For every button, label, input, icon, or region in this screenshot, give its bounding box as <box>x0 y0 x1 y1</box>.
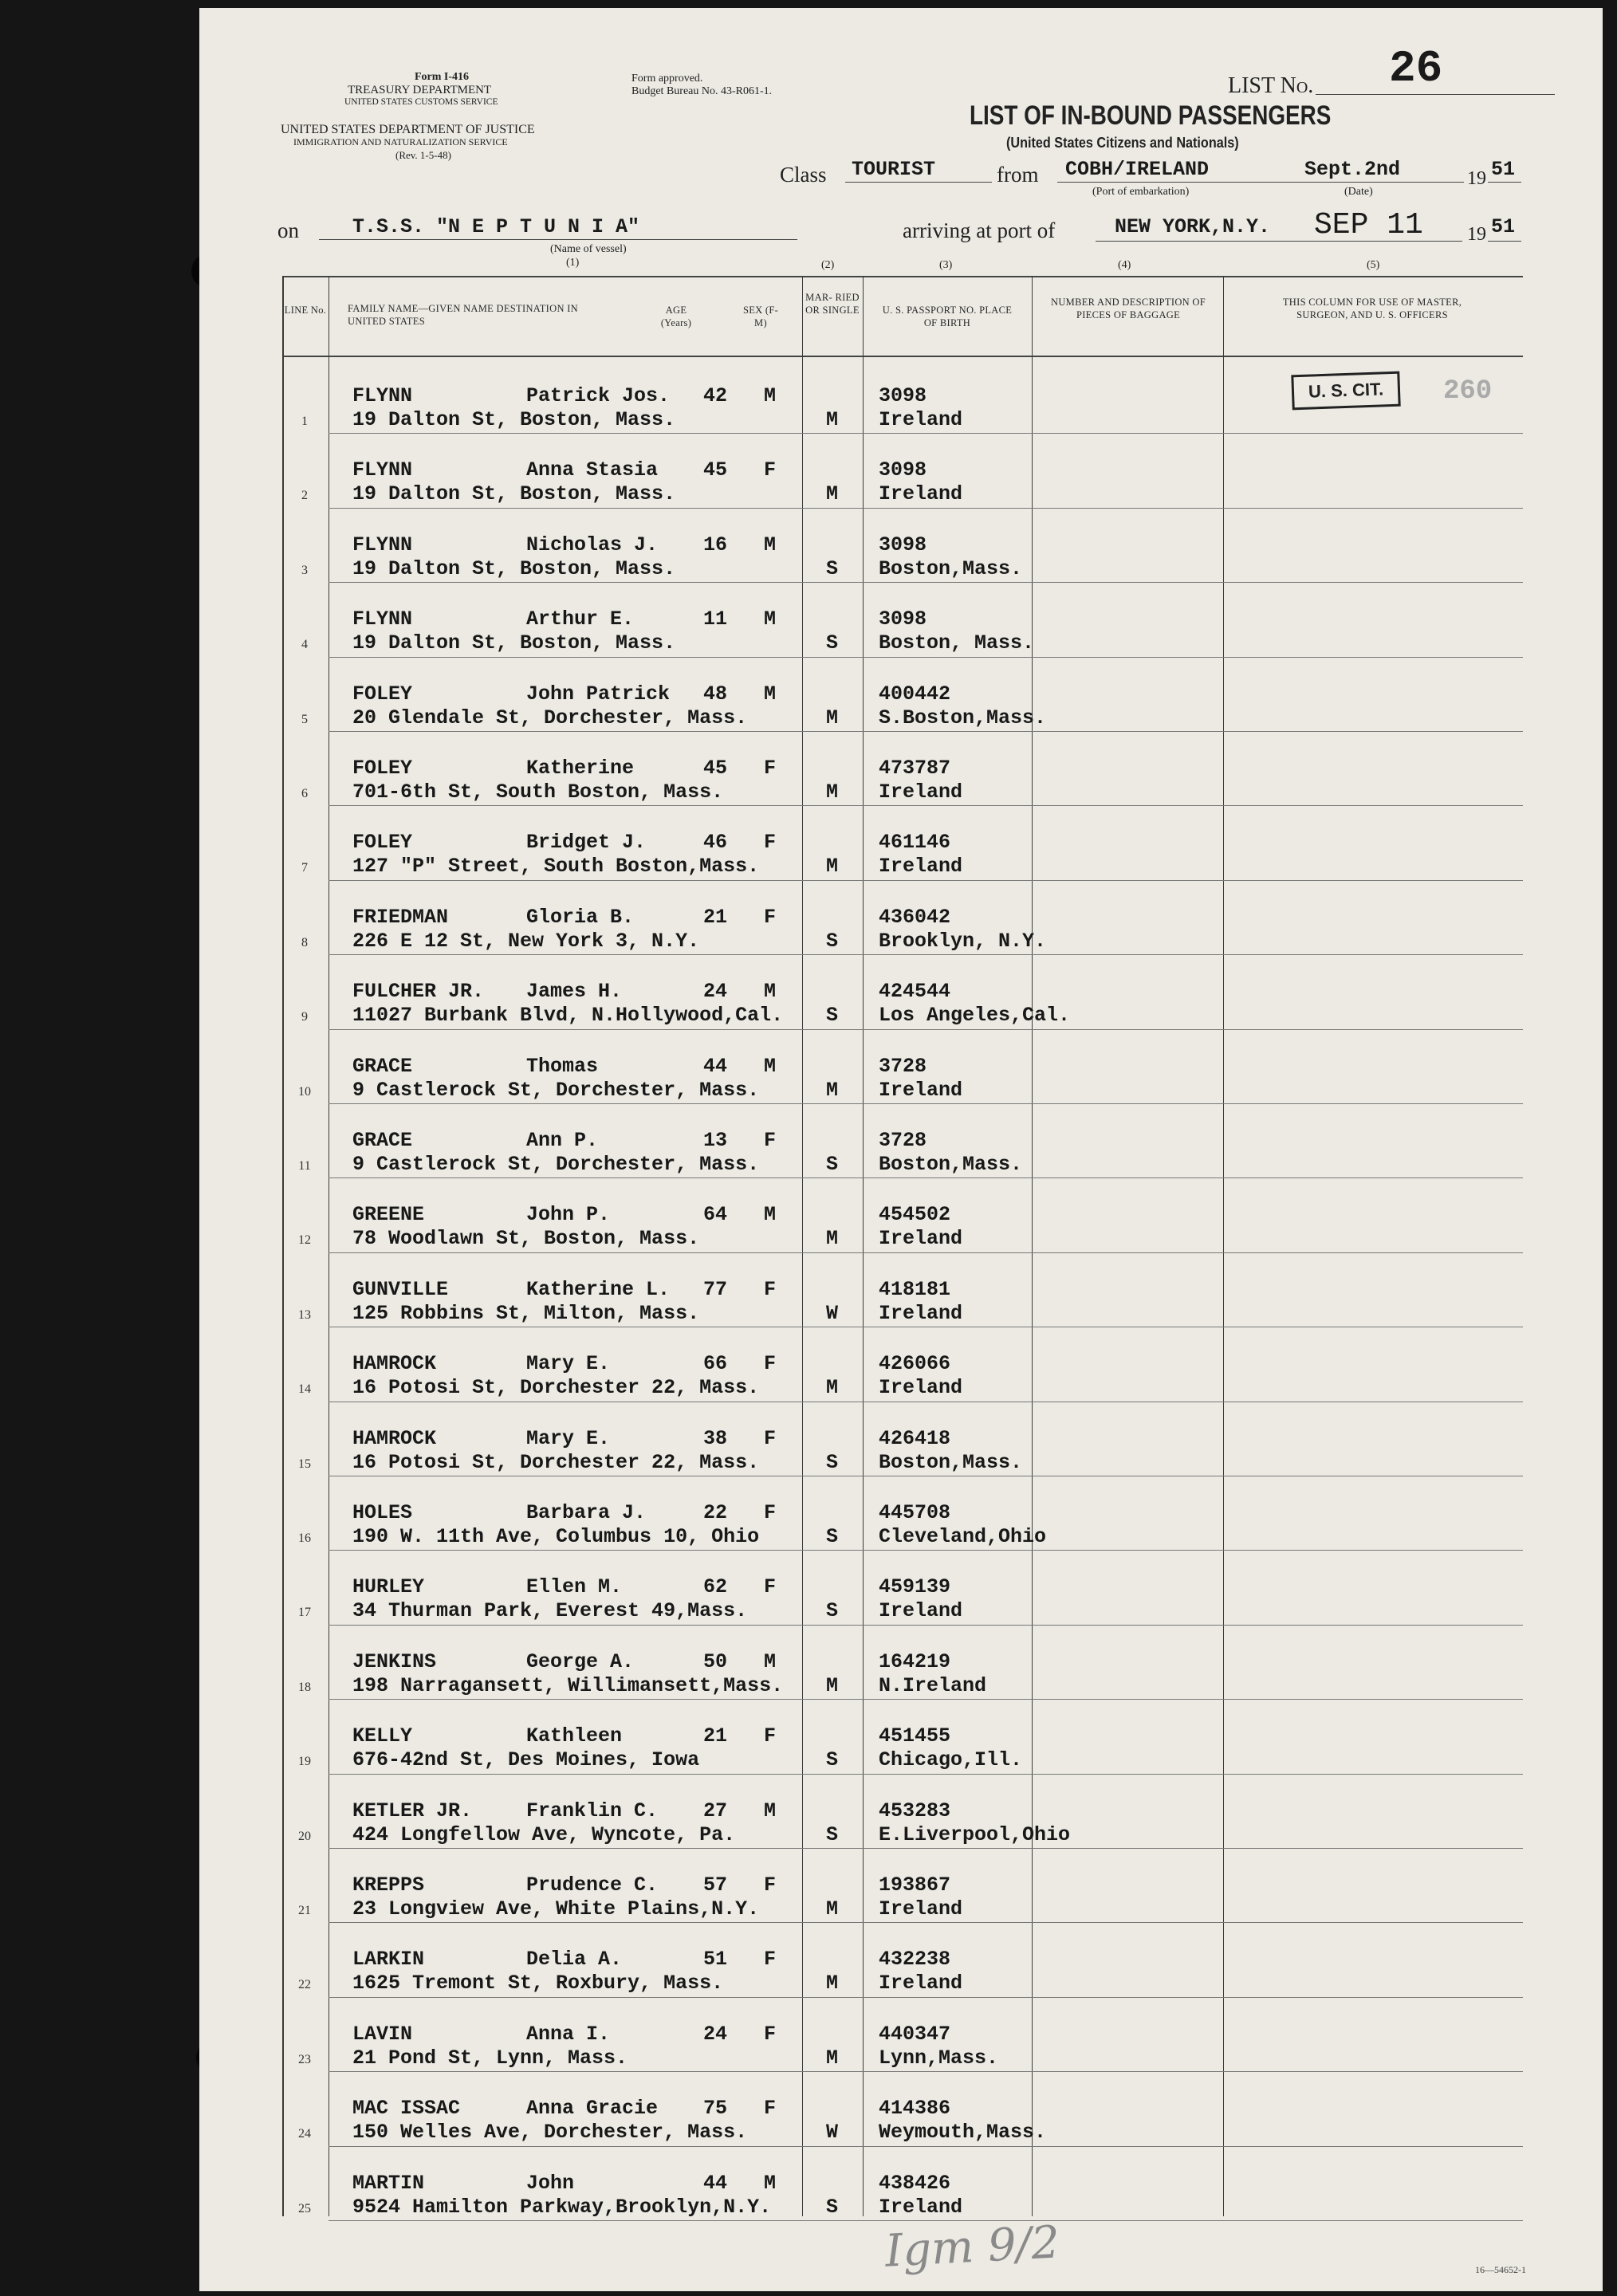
passenger-marital-status: M <box>826 1972 839 1995</box>
passenger-marital-status: M <box>826 855 839 879</box>
passenger-passport-number: 424544 <box>879 980 951 1004</box>
passenger-marital-status: S <box>826 2195 839 2219</box>
passenger-family-name: GUNVILLE <box>352 1277 449 1301</box>
passenger-passport-number: 445708 <box>879 1501 951 1524</box>
passenger-family-name: HOLES <box>352 1501 413 1524</box>
row-line-number: 22 <box>298 1978 311 1992</box>
passenger-passport-number: 3728 <box>879 1129 927 1152</box>
passenger-family-name: JENKINS <box>352 1649 437 1673</box>
col-header-name: FAMILY NAME—GIVEN NAME DESTINATION IN UNITED STATES <box>348 303 578 327</box>
row-line-number: 6 <box>301 787 308 800</box>
passenger-given-name: Ann P. <box>526 1129 599 1152</box>
passenger-birthplace: Ireland <box>879 1301 963 1325</box>
passenger-marital-status: M <box>826 2046 839 2070</box>
passenger-passport-number: 459139 <box>879 1575 951 1599</box>
passenger-marital-status: M <box>826 1376 839 1400</box>
passenger-age: 27 <box>703 1799 728 1822</box>
row-line-number: 8 <box>301 935 308 949</box>
passenger-marital-status: M <box>826 706 839 729</box>
passenger-birthplace: Ireland <box>879 1972 963 1995</box>
passenger-age: 45 <box>703 757 728 780</box>
passenger-sex: M <box>764 607 777 631</box>
passenger-sex: M <box>764 1054 777 1078</box>
passenger-given-name: Prudence C. <box>526 1873 659 1897</box>
passenger-age: 75 <box>703 2097 728 2121</box>
passenger-family-name: LARKIN <box>352 1948 425 1972</box>
row-line-number: 4 <box>301 638 308 652</box>
passenger-age: 62 <box>703 1575 728 1599</box>
passenger-marital-status: W <box>826 2121 839 2145</box>
date-caption: (Date) <box>1344 186 1373 198</box>
passenger-sex: M <box>764 682 777 706</box>
passenger-passport-number: 3728 <box>879 1054 927 1078</box>
passenger-marital-status: M <box>826 482 839 506</box>
row-line-number: 25 <box>298 2201 311 2215</box>
passenger-sex: F <box>764 1724 777 1748</box>
passenger-given-name: James H. <box>526 980 623 1004</box>
stamp-ghost-number: 260 <box>1443 376 1493 407</box>
passenger-marital-status: M <box>826 1897 839 1921</box>
passenger-address: 150 Welles Ave, Dorchester, Mass. <box>352 2121 748 2145</box>
passenger-given-name: Anna Stasia <box>526 458 659 482</box>
passenger-age: 57 <box>703 1873 728 1897</box>
passenger-family-name: HAMROCK <box>352 1352 437 1376</box>
vessel-column-number: (1) <box>566 257 580 269</box>
passenger-age: 44 <box>703 1054 728 1078</box>
passenger-address: 19 Dalton St, Boston, Mass. <box>352 631 676 655</box>
passenger-passport-number: 193867 <box>879 1873 951 1897</box>
passenger-sex: F <box>764 1501 777 1524</box>
passenger-family-name: HURLEY <box>352 1575 425 1599</box>
list-number: 26 <box>1389 43 1443 94</box>
vessel-caption: (Name of vessel) <box>550 243 627 255</box>
passenger-age: 21 <box>703 905 728 929</box>
passenger-address: 19 Dalton St, Boston, Mass. <box>352 556 676 580</box>
passenger-address: 23 Longview Ave, White Plains,N.Y. <box>352 1897 760 1921</box>
passenger-birthplace: Ireland <box>879 1897 963 1921</box>
passenger-sex: F <box>764 1352 777 1376</box>
justice-dept: UNITED STATES DEPARTMENT OF JUSTICE <box>281 123 535 136</box>
passenger-given-name: Bridget J. <box>526 831 647 855</box>
passenger-address: 125 Robbins St, Milton, Mass. <box>352 1301 700 1325</box>
list-number-label: LIST No. <box>1228 73 1314 98</box>
passenger-age: 13 <box>703 1129 728 1152</box>
arrival-port: NEW YORK,N.Y. <box>1115 215 1271 238</box>
row-line-number: 19 <box>298 1755 311 1769</box>
row-line-number: 5 <box>301 712 308 726</box>
passenger-given-name: Nicholas J. <box>526 533 659 556</box>
page-subtitle: (United States Citizens and Nationals) <box>1006 135 1239 151</box>
passenger-sex: F <box>764 2097 777 2121</box>
us-citizen-stamp: U. S. CIT. <box>1291 372 1401 411</box>
row-line-number: 13 <box>298 1307 311 1322</box>
passenger-sex: M <box>764 533 777 556</box>
passenger-address: 34 Thurman Park, Everest 49,Mass. <box>352 1599 748 1623</box>
passenger-passport-number: 436042 <box>879 905 951 929</box>
col-header-sex: SEX (F-M) <box>742 305 779 328</box>
passenger-sex: F <box>764 831 777 855</box>
passenger-birthplace: Ireland <box>879 1227 963 1251</box>
passenger-age: 77 <box>703 1277 728 1301</box>
passenger-birthplace: Ireland <box>879 2195 963 2219</box>
passenger-family-name: FOLEY <box>352 682 413 706</box>
passenger-address: 9 Castlerock St, Dorchester, Mass. <box>352 1078 760 1102</box>
passenger-given-name: John <box>526 2171 575 2195</box>
passenger-birthplace: E.Liverpool,Ohio <box>879 1822 1071 1846</box>
passenger-passport-number: 400442 <box>879 682 951 706</box>
handwritten-annotation: Igm 9/2 <box>883 2216 1061 2278</box>
row-line-number: 16 <box>298 1531 311 1545</box>
passenger-given-name: Gloria B. <box>526 905 635 929</box>
embarkation-port: COBH/IRELAND <box>1065 158 1210 181</box>
passenger-age: 38 <box>703 1426 728 1450</box>
row-line-number: 12 <box>298 1233 311 1248</box>
class-value: TOURIST <box>852 158 936 181</box>
budget-bureau: Budget Bureau No. 43-R061-1. <box>631 85 773 97</box>
row-line-number: 14 <box>298 1382 311 1397</box>
passenger-birthplace: Boston,Mass. <box>879 1153 1023 1176</box>
passenger-address: 1625 Tremont St, Roxbury, Mass. <box>352 1972 724 1995</box>
passenger-marital-status: S <box>826 1004 839 1028</box>
row-line-number: 20 <box>298 1829 311 1843</box>
passenger-marital-status: S <box>826 1822 839 1846</box>
passenger-sex: M <box>764 1203 777 1227</box>
row-line-number: 9 <box>301 1010 308 1024</box>
passenger-birthplace: Ireland <box>879 1078 963 1102</box>
passenger-age: 21 <box>703 1724 728 1748</box>
year-prefix: 19 <box>1467 168 1486 189</box>
passenger-family-name: GREENE <box>352 1203 425 1227</box>
passenger-given-name: Barbara J. <box>526 1501 647 1524</box>
passenger-address: 676-42nd St, Des Moines, Iowa <box>352 1748 700 1772</box>
passenger-family-name: FOLEY <box>352 831 413 855</box>
passenger-address: 9 Castlerock St, Dorchester, Mass. <box>352 1153 760 1176</box>
passenger-given-name: John Patrick <box>526 682 671 706</box>
passenger-birthplace: Lynn,Mass. <box>879 2046 999 2070</box>
passenger-sex: F <box>764 1948 777 1972</box>
passenger-family-name: FLYNN <box>352 384 413 407</box>
departure-date: Sept.2nd <box>1304 158 1401 181</box>
passenger-marital-status: S <box>826 556 839 580</box>
passenger-marital-status: S <box>826 929 839 953</box>
passenger-sex: M <box>764 980 777 1004</box>
col-header-married: MAR- RIED OR SINGLE <box>805 292 860 316</box>
passenger-family-name: MARTIN <box>352 2171 425 2195</box>
col-number-2: (2) <box>821 259 835 271</box>
passenger-address: 16 Potosi St, Dorchester 22, Mass. <box>352 1450 760 1474</box>
passenger-address: 16 Potosi St, Dorchester 22, Mass. <box>352 1376 760 1400</box>
passenger-address: 190 W. 11th Ave, Columbus 10, Ohio <box>352 1525 760 1548</box>
row-line-number: 17 <box>298 1606 311 1620</box>
form-approved: Form approved. <box>631 73 703 85</box>
passenger-marital-status: M <box>826 780 839 804</box>
passenger-passport-number: 426418 <box>879 1426 951 1450</box>
passenger-family-name: LAVIN <box>352 2022 413 2046</box>
passenger-given-name: Thomas <box>526 1054 599 1078</box>
passenger-family-name: KELLY <box>352 1724 413 1748</box>
passenger-sex: F <box>764 1426 777 1450</box>
passenger-sex: F <box>764 905 777 929</box>
passenger-age: 45 <box>703 458 728 482</box>
passenger-marital-status: M <box>826 1078 839 1102</box>
arriving-label: arriving at port of <box>903 218 1056 242</box>
passenger-family-name: KREPPS <box>352 1873 425 1897</box>
passenger-birthplace: Ireland <box>879 855 963 879</box>
passenger-family-name: FRIEDMAN <box>352 905 449 929</box>
passenger-birthplace: Ireland <box>879 1599 963 1623</box>
passenger-marital-status: M <box>826 408 839 431</box>
passenger-birthplace: Boston, Mass. <box>879 631 1035 655</box>
passenger-address: 701-6th St, South Boston, Mass. <box>352 780 724 804</box>
revision-date: (Rev. 1-5-48) <box>395 149 451 161</box>
passenger-family-name: GRACE <box>352 1054 413 1078</box>
passenger-passport-number: 432238 <box>879 1948 951 1972</box>
passenger-age: 24 <box>703 980 728 1004</box>
passenger-birthplace: Cleveland,Ohio <box>879 1525 1047 1548</box>
passenger-age: 50 <box>703 1649 728 1673</box>
passenger-birthplace: Ireland <box>879 482 963 506</box>
passenger-passport-number: 418181 <box>879 1277 951 1301</box>
passenger-sex: F <box>764 1575 777 1599</box>
passenger-given-name: Arthur E. <box>526 607 635 631</box>
passenger-address: 19 Dalton St, Boston, Mass. <box>352 408 676 431</box>
passenger-passport-number: 461146 <box>879 831 951 855</box>
passenger-passport-number: 440347 <box>879 2022 951 2046</box>
row-line-number: 18 <box>298 1680 311 1694</box>
passenger-given-name: Mary E. <box>526 1352 611 1376</box>
passenger-age: 16 <box>703 533 728 556</box>
row-line-number: 1 <box>301 415 308 428</box>
row-line-number: 15 <box>298 1457 311 1471</box>
passenger-sex: F <box>764 458 777 482</box>
passenger-marital-status: S <box>826 1153 839 1176</box>
passenger-age: 11 <box>703 607 728 631</box>
passenger-address: 11027 Burbank Blvd, N.Hollywood,Cal. <box>352 1004 784 1028</box>
passenger-address: 78 Woodlawn St, Boston, Mass. <box>352 1227 700 1251</box>
passenger-address: 20 Glendale St, Dorchester, Mass. <box>352 706 748 729</box>
passenger-passport-number: 473787 <box>879 757 951 780</box>
passenger-marital-status: S <box>826 1748 839 1772</box>
passenger-sex: M <box>764 1799 777 1822</box>
passenger-address: 9524 Hamilton Parkway,Brooklyn,N.Y. <box>352 2195 772 2219</box>
passenger-address: 127 "P" Street, South Boston,Mass. <box>352 855 760 879</box>
passenger-given-name: Katherine L. <box>526 1277 671 1301</box>
on-label: on <box>277 218 299 242</box>
passenger-passport-number: 414386 <box>879 2097 951 2121</box>
passenger-passport-number: 3098 <box>879 607 927 631</box>
passenger-family-name: FLYNN <box>352 607 413 631</box>
vessel-name: T.S.S. "N E P T U N I A" <box>352 215 640 238</box>
passenger-birthplace: Los Angeles,Cal. <box>879 1004 1071 1028</box>
passenger-given-name: Ellen M. <box>526 1575 623 1599</box>
passenger-birthplace: Ireland <box>879 1376 963 1400</box>
passenger-birthplace: Brooklyn, N.Y. <box>879 929 1047 953</box>
passenger-age: 66 <box>703 1352 728 1376</box>
passenger-sex: M <box>764 2171 777 2195</box>
passenger-birthplace: Weymouth,Mass. <box>879 2121 1047 2145</box>
passenger-marital-status: S <box>826 1525 839 1548</box>
passenger-given-name: Anna I. <box>526 2022 611 2046</box>
passenger-address: 424 Longfellow Ave, Wyncote, Pa. <box>352 1822 736 1846</box>
passenger-address: 198 Narragansett, Willimansett,Mass. <box>352 1673 784 1697</box>
from-label: from <box>997 163 1039 187</box>
row-line-number: 7 <box>301 861 308 875</box>
passenger-given-name: Franklin C. <box>526 1799 659 1822</box>
year-value: 51 <box>1491 158 1516 181</box>
col-header-age: AGE (Years) <box>660 305 692 328</box>
passenger-family-name: FLYNN <box>352 458 413 482</box>
arrival-date: SEP 11 <box>1314 208 1423 242</box>
manifest-page <box>199 8 1603 2291</box>
passenger-given-name: George A. <box>526 1649 635 1673</box>
arrival-year-prefix: 19 <box>1467 224 1486 245</box>
col-header-passport: U. S. PASSPORT NO. PLACE OF BIRTH <box>882 305 1013 328</box>
passenger-family-name: GRACE <box>352 1129 413 1152</box>
passenger-age: 44 <box>703 2171 728 2195</box>
passenger-sex: F <box>764 1873 777 1897</box>
passenger-sex: F <box>764 757 777 780</box>
passenger-passport-number: 454502 <box>879 1203 951 1227</box>
passenger-passport-number: 426066 <box>879 1352 951 1376</box>
passenger-passport-number: 438426 <box>879 2171 951 2195</box>
col-number-4: (4) <box>1118 259 1131 271</box>
passenger-age: 51 <box>703 1948 728 1972</box>
passenger-passport-number: 3098 <box>879 458 927 482</box>
row-line-number: 3 <box>301 563 308 577</box>
passenger-address: 21 Pond St, Lynn, Mass. <box>352 2046 628 2070</box>
passenger-birthplace: Ireland <box>879 780 963 804</box>
passenger-address: 19 Dalton St, Boston, Mass. <box>352 482 676 506</box>
passenger-given-name: Katherine <box>526 757 635 780</box>
passenger-sex: M <box>764 1649 777 1673</box>
passenger-marital-status: S <box>826 1599 839 1623</box>
passenger-birthplace: S.Boston,Mass. <box>879 706 1047 729</box>
passenger-marital-status: S <box>826 631 839 655</box>
passenger-sex: F <box>764 1277 777 1301</box>
passenger-age: 42 <box>703 384 728 407</box>
arrival-year: 51 <box>1491 215 1516 238</box>
passenger-given-name: Kathleen <box>526 1724 623 1748</box>
passenger-family-name: FULCHER JR. <box>352 980 485 1004</box>
row-line-number: 23 <box>298 2052 311 2066</box>
passenger-sex: M <box>764 384 777 407</box>
passenger-birthplace: Chicago,Ill. <box>879 1748 1023 1772</box>
passenger-marital-status: M <box>826 1673 839 1697</box>
passenger-age: 64 <box>703 1203 728 1227</box>
customs-service: UNITED STATES CUSTOMS SERVICE <box>344 97 498 107</box>
passenger-birthplace: Ireland <box>879 408 963 431</box>
passenger-passport-number: 164219 <box>879 1649 951 1673</box>
col-header-baggage: NUMBER AND DESCRIPTION OF PIECES OF BAGGAGE <box>1051 297 1206 320</box>
row-line-number: 11 <box>298 1159 311 1173</box>
passenger-passport-number: 3098 <box>879 533 927 556</box>
col-header-officers: THIS COLUMN FOR USE OF MASTER, SURGEON, AND U. S. OFFICERS <box>1282 297 1462 320</box>
passenger-age: 48 <box>703 682 728 706</box>
footer-code: 16—54652-1 <box>1475 2264 1526 2275</box>
passenger-family-name: KETLER JR. <box>352 1799 473 1822</box>
row-line-number: 21 <box>298 1904 311 1917</box>
row-line-number: 2 <box>301 489 308 503</box>
class-label: Class <box>780 163 827 187</box>
passenger-marital-status: S <box>826 1450 839 1474</box>
passenger-marital-status: W <box>826 1301 839 1325</box>
passenger-family-name: HAMROCK <box>352 1426 437 1450</box>
passenger-sex: F <box>764 1129 777 1152</box>
passenger-given-name: Delia A. <box>526 1948 623 1972</box>
passenger-family-name: FOLEY <box>352 757 413 780</box>
passenger-birthplace: Boston,Mass. <box>879 556 1023 580</box>
passenger-given-name: Anna Gracie <box>526 2097 659 2121</box>
passenger-age: 24 <box>703 2022 728 2046</box>
passenger-passport-number: 451455 <box>879 1724 951 1748</box>
treasury-dept: TREASURY DEPARTMENT <box>348 84 492 96</box>
col-number-3: (3) <box>939 259 953 271</box>
passenger-birthplace: N.Ireland <box>879 1673 987 1697</box>
row-line-number: 24 <box>298 2127 311 2141</box>
passenger-passport-number: 3098 <box>879 384 927 407</box>
passenger-age: 22 <box>703 1501 728 1524</box>
col-header-line: LINE No. <box>284 305 327 316</box>
port-caption: (Port of embarkation) <box>1092 186 1190 198</box>
row-line-number: 10 <box>298 1084 311 1099</box>
ins-service: IMMIGRATION AND NATURALIZATION SERVICE <box>293 136 508 147</box>
passenger-birthplace: Boston,Mass. <box>879 1450 1023 1474</box>
col-number-5: (5) <box>1367 259 1380 271</box>
passenger-age: 46 <box>703 831 728 855</box>
page-title: LIST OF IN-BOUND PASSENGERS <box>970 100 1332 131</box>
passenger-sex: F <box>764 2022 777 2046</box>
passenger-marital-status: M <box>826 1227 839 1251</box>
passenger-given-name: John P. <box>526 1203 611 1227</box>
passenger-passport-number: 453283 <box>879 1799 951 1822</box>
passenger-given-name: Mary E. <box>526 1426 611 1450</box>
passenger-given-name: Patrick Jos. <box>526 384 671 407</box>
passenger-family-name: MAC ISSAC <box>352 2097 461 2121</box>
passenger-family-name: FLYNN <box>352 533 413 556</box>
form-number: Form I-416 <box>415 71 470 83</box>
passenger-address: 226 E 12 St, New York 3, N.Y. <box>352 929 700 953</box>
